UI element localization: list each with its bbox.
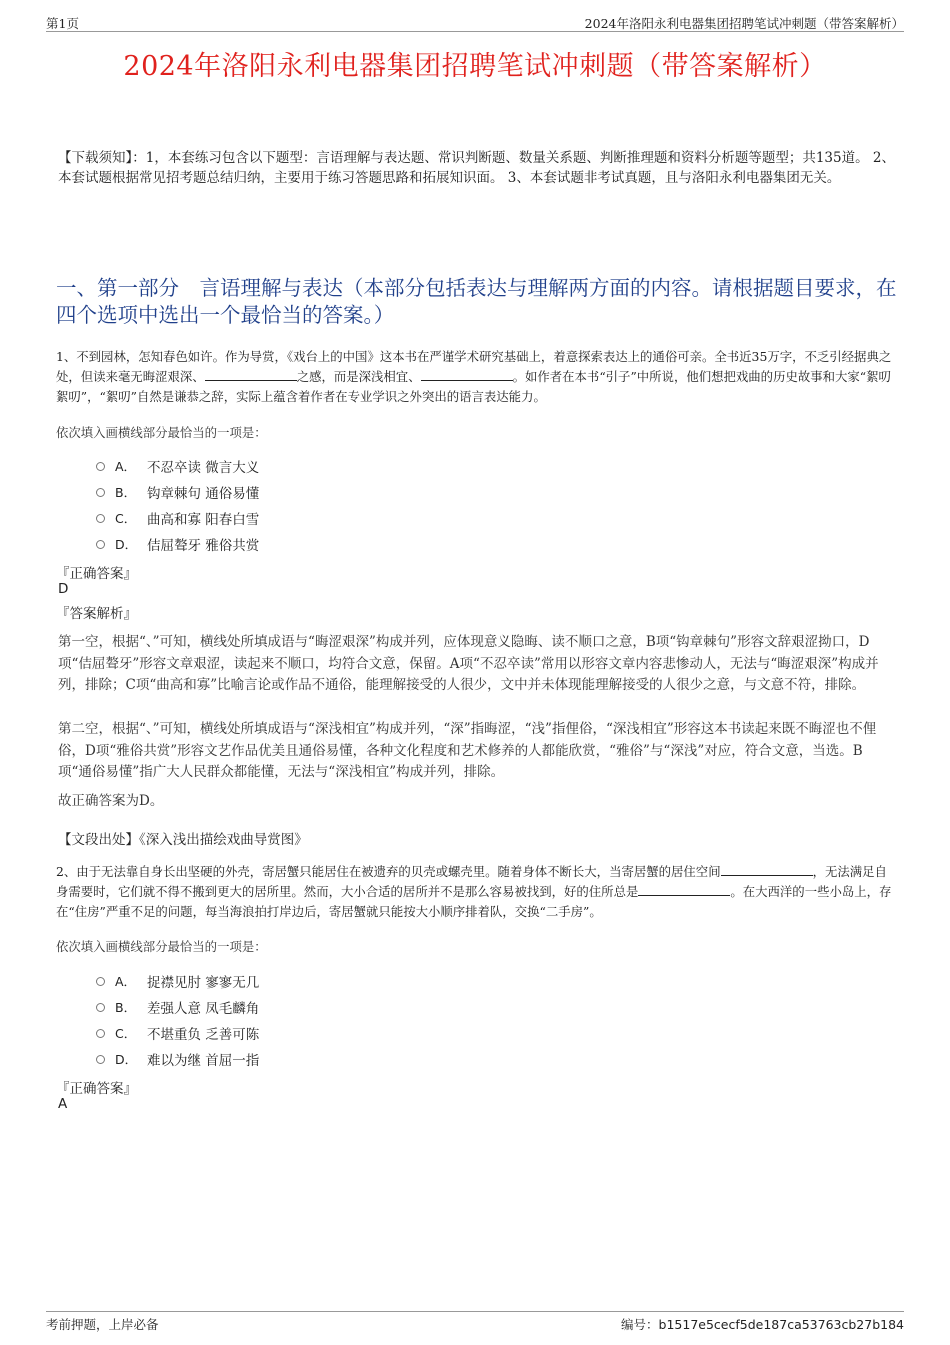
document-code: [621, 1315, 904, 1333]
analysis-paragraph-2: 第二空，根据“、”可知，横线处所填成语与“深浅相宜”构成并列，“深”指晦涩，“浅”指俚俗，“深浅相宜”形容这本书读起来既不晦涩也不俚俗，D项“雅俗共赏”形容文艺作品优美且通俗易懂，各种文化程度和艺术修养的人都能欣赏，“雅俗”与“深浅”对应，符合文意，当选。B项“通俗易懂”指广大人民群众都能懂，无法与“深浅相宜”构成并列，排除。: [58, 721, 877, 780]
question-2-options: [96, 968, 259, 1072]
code-value: b1517e5cecf5de187ca53763cb27b184: [658, 1317, 904, 1332]
radio-icon[interactable]: [96, 1055, 105, 1064]
option-text: 佶屈聱牙 雅俗共赏: [147, 538, 260, 554]
option-b[interactable]: [96, 994, 259, 1020]
fill-blank: [205, 368, 297, 381]
question-1-text: [56, 347, 898, 407]
fill-blank: [721, 863, 813, 876]
download-notice: 【下载须知】：1，本套练习包含以下题型：言语理解与表达题、常识判断题、数量关系题、判断推理题和资料分析题等题型；共135道。 2、本套试题根据常见招考题总结归纳，主要用于练习答题思路和拓展知识面。 3、本套试题非考试真题，且与洛阳永利电器集团无关。: [58, 150, 895, 186]
option-letter: C．: [115, 1026, 137, 1041]
option-text: 曲高和寡 阳春白雪: [147, 512, 260, 528]
fill-blank: [421, 368, 513, 381]
option-c[interactable]: [96, 1020, 259, 1046]
document-title: 2024年洛阳永利电器集团招聘笔试冲刺题（带答案解析）: [123, 51, 827, 82]
question-2-text-part: 。在大西洋的一些小岛上，存在“住房”严重不足的问题，每当海浪拍打岸边后，寄居蟹就只能按大小顺序排着队，交换“二手房”。: [56, 884, 892, 919]
analysis-label: 『答案解析』: [56, 606, 137, 622]
radio-icon[interactable]: [96, 1029, 105, 1038]
option-d[interactable]: [96, 1046, 259, 1072]
radio-icon[interactable]: [96, 1003, 105, 1012]
option-letter: D．: [115, 537, 138, 552]
option-a[interactable]: [96, 968, 259, 994]
option-letter: D．: [115, 1052, 138, 1067]
answer-label: 『正确答案』: [56, 566, 137, 582]
code-label: 编号：: [621, 1317, 659, 1332]
radio-icon[interactable]: [96, 488, 105, 497]
option-letter: B．: [115, 1000, 137, 1015]
footer-slogan: 考前押题，上岸必备: [46, 1317, 159, 1332]
question-1-options: [96, 453, 259, 557]
analysis-conclusion: 故正确答案为D。: [58, 793, 164, 809]
option-text: 钩章棘句 通俗易懂: [147, 486, 260, 502]
radio-icon[interactable]: [96, 977, 105, 986]
header-doc-title: 2024年洛阳永利电器集团招聘笔试冲刺题（带答案解析）: [584, 16, 904, 31]
correct-answer: D: [58, 581, 69, 597]
answer-label: 『正确答案』: [56, 1081, 137, 1097]
radio-icon[interactable]: [96, 462, 105, 471]
option-text: 不堪重负 乏善可陈: [147, 1027, 260, 1043]
correct-answer: A: [58, 1096, 68, 1112]
fill-blank: [638, 883, 730, 896]
question-2-text-part: 2、由于无法靠自身长出坚硬的外壳，寄居蟹只能居住在被遗弃的贝壳或螺壳里。随着身体不断长大，当寄居蟹的居住空间: [56, 864, 721, 879]
analysis-paragraph-1: 第一空，根据“、”可知，横线处所填成语与“晦涩艰深”构成并列，应体现意义隐晦、读不顺口之意，B项“钩章棘句”形容文辞艰涩拗口，D项“佶屈聱牙”形容文章艰涩，读起来不顺口，均符合文意，保留。A项“不忍卒读”常用以形容文章内容悲惨动人，无法与“晦涩艰深”构成并列，排除；C项“曲高和寡”比喻言论或作品不通俗，能理解接受的人很少，文中并未体现能理解接受的人很少之意，与文意不符，排除。: [58, 634, 879, 693]
option-text: 差强人意 凤毛麟角: [147, 1001, 260, 1017]
page-footer: [46, 1311, 904, 1334]
question-1-text-part: 之感，而是深浅相宜、: [296, 369, 421, 384]
option-c[interactable]: [96, 505, 259, 531]
option-text: 不忍卒读 微言大义: [147, 460, 260, 476]
question-2-text-part: ，无法满足自身需要时，它们就不得不搬到更大的居所里。然而，大小合适的居所并不是那么容易被找到，好的住所总是: [56, 864, 887, 899]
question-1-text-part: 1、不到园林，怎知春色如许。作为导赏，《戏台上的中国》这本书在严谨学术研究基础上，着意探索表达上的通俗可亲。全书近35万字，不乏引经据典之处，但读来毫无晦涩艰深、: [56, 349, 892, 384]
radio-icon[interactable]: [96, 540, 105, 549]
option-letter: C．: [115, 511, 137, 526]
radio-icon[interactable]: [96, 514, 105, 523]
option-letter: A．: [115, 459, 137, 474]
option-a[interactable]: [96, 453, 259, 479]
option-letter: A．: [115, 974, 137, 989]
option-letter: B．: [115, 485, 137, 500]
question-1-text-part: 。如作者在本书“引子”中所说，他们想把戏曲的历史故事和大家“絮叨絮叨”，“絮叨”自然是谦恭之辞，实际上蕴含着作者在专业学识之外突出的语言表达能力。: [56, 369, 891, 404]
option-text: 捉襟见肘 寥寥无几: [147, 975, 260, 991]
page-number: 第1页: [46, 16, 79, 31]
section-heading: 一、第一部分 言语理解与表达（本部分包括表达与理解两方面的内容。请根据题目要求，在四个选项中选出一个最恰当的答案。）: [56, 276, 897, 327]
passage-source: 【文段出处】《深入浅出描绘戏曲导赏图》: [58, 832, 308, 848]
page-header: [46, 13, 904, 32]
option-text: 难以为继 首屈一指: [147, 1053, 260, 1069]
question-2-prompt: 依次填入画横线部分最恰当的一项是：: [56, 939, 267, 954]
option-b[interactable]: [96, 479, 259, 505]
question-1-prompt: 依次填入画横线部分最恰当的一项是：: [56, 425, 267, 440]
option-d[interactable]: [96, 531, 259, 557]
question-2-text: [56, 862, 898, 922]
